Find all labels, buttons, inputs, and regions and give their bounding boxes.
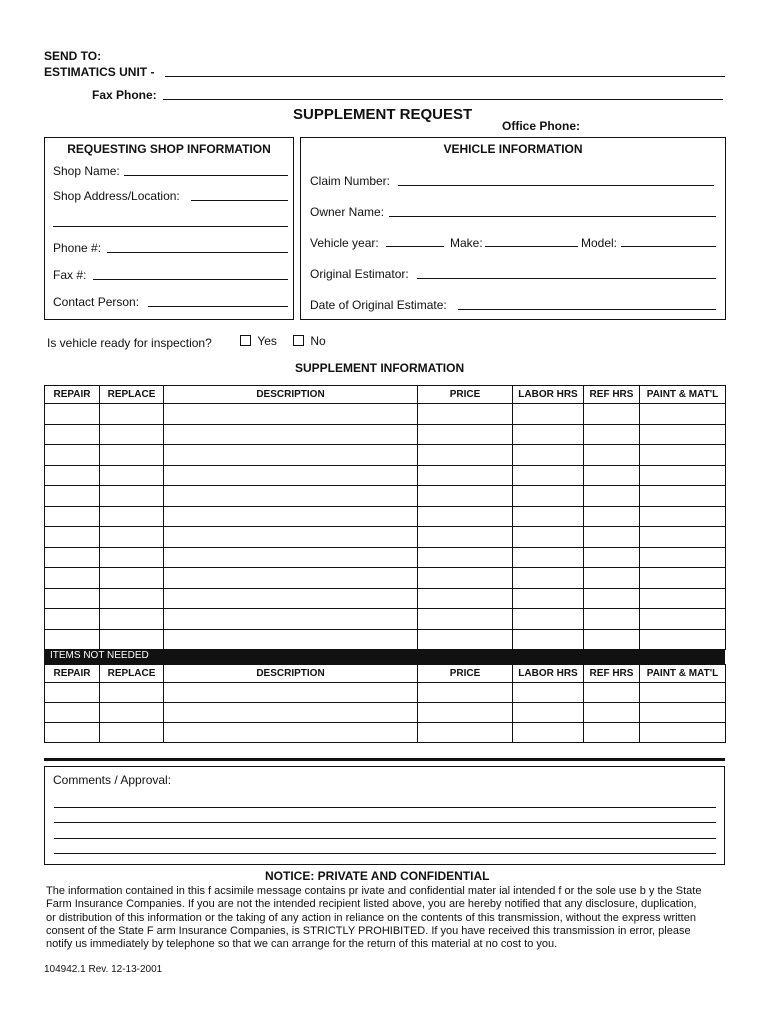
table-cell[interactable] [584,547,640,568]
column-header: DESCRIPTION [164,665,418,683]
contact-person-field[interactable] [148,306,288,307]
table-cell[interactable] [513,703,584,723]
table-cell[interactable] [100,683,164,703]
table-cell[interactable] [45,588,100,609]
table-cell[interactable] [418,404,513,425]
table-cell[interactable] [640,588,726,609]
table-cell[interactable] [640,609,726,630]
notice-line: or distribution of this information or the taking of any action in reliance on the contents of this transmission, without the express written [46,911,696,924]
phone-label: Phone #: [53,241,102,255]
fax-field[interactable] [93,279,288,280]
table-cell[interactable] [164,424,418,445]
table-cell[interactable] [100,445,164,466]
table-cell[interactable] [640,683,726,703]
fax-phone-label: Fax Phone: [92,88,157,102]
table-cell[interactable] [45,723,100,743]
table-cell[interactable] [100,609,164,630]
table-row [45,568,726,589]
table-cell[interactable] [100,486,164,507]
yes-checkbox[interactable] [240,335,251,346]
phone-field[interactable] [107,252,288,253]
table-cell[interactable] [164,703,418,723]
column-header: PAINT & MAT'L [640,665,726,683]
table-cell[interactable] [45,629,100,650]
table-cell[interactable] [100,723,164,743]
vehicle-info-box [300,137,726,320]
table-cell[interactable] [418,486,513,507]
shop-address-field[interactable] [191,200,288,201]
table-cell[interactable] [45,703,100,723]
table-cell[interactable] [164,683,418,703]
claim-number-field[interactable] [398,185,714,186]
table-cell[interactable] [584,527,640,548]
comments-line[interactable] [54,822,716,823]
table-cell[interactable] [45,547,100,568]
table-cell[interactable] [45,609,100,630]
table-cell[interactable] [584,683,640,703]
notice-heading: NOTICE: PRIVATE AND CONFIDENTIAL [265,869,490,883]
table-cell[interactable] [45,465,100,486]
yes-label: Yes [257,334,277,348]
table-cell[interactable] [418,703,513,723]
column-header: LABOR HRS [513,386,584,404]
table-cell[interactable] [164,506,418,527]
fax-phone-field[interactable] [163,99,723,100]
table-cell[interactable] [164,723,418,743]
items-not-needed-label: ITEMS NOT NEEDED [50,650,149,661]
make-label: Make: [450,236,483,250]
model-label: Model: [581,236,618,250]
table-row [45,723,726,743]
table-cell[interactable] [640,629,726,650]
table-cell[interactable] [513,547,584,568]
shop-name-label: Shop Name: [53,164,120,178]
inspection-question: Is vehicle ready for inspection? [47,336,212,350]
table-cell[interactable] [640,465,726,486]
date-original-estimate-field[interactable] [458,309,716,310]
table-cell[interactable] [164,486,418,507]
table-cell[interactable] [164,588,418,609]
comments-line[interactable] [54,853,716,854]
items-not-needed-header-row [45,665,726,683]
table-cell[interactable] [584,465,640,486]
table-cell[interactable] [513,404,584,425]
comments-line[interactable] [54,807,716,808]
inspection-no-option[interactable] [293,334,326,348]
section-divider [44,758,725,761]
notice-line: notify us immediately by telephone so that we can arrange for the return of this material at no cost to you. [46,938,558,951]
no-label: No [310,334,326,348]
column-header: LABOR HRS [513,665,584,683]
table-cell[interactable] [45,506,100,527]
vehicle-year-field[interactable] [386,246,444,247]
form-number: 104942.1 Rev. 12-13-2001 [44,964,163,975]
column-header: PRICE [418,665,513,683]
table-cell[interactable] [640,527,726,548]
original-estimator-label: Original Estimator: [310,267,409,281]
contact-person-label: Contact Person: [53,295,140,309]
table-cell[interactable] [584,506,640,527]
table-cell[interactable] [513,723,584,743]
table-row [45,609,726,630]
shop-name-field[interactable] [124,175,288,176]
column-header: PRICE [418,386,513,404]
table-cell[interactable] [164,609,418,630]
table-cell[interactable] [45,527,100,548]
inspection-yes-option[interactable] [240,334,277,348]
notice-line: The information contained in this f acsimile message contains pr ivate and confidential mater ial intended f or the sole use b y the State [46,885,702,897]
table-cell[interactable] [45,424,100,445]
table-cell[interactable] [640,568,726,589]
table-cell[interactable] [164,568,418,589]
table-cell[interactable] [418,445,513,466]
table-cell[interactable] [418,723,513,743]
date-original-estimate-label: Date of Original Estimate: [310,298,447,312]
table-cell[interactable] [513,465,584,486]
table-cell[interactable] [100,506,164,527]
send-to-label: SEND TO: [44,49,102,63]
table-cell[interactable] [584,609,640,630]
supplement-table [44,385,726,650]
table-cell[interactable] [584,424,640,445]
table-cell[interactable] [418,465,513,486]
column-header: REPAIR [45,665,100,683]
table-cell[interactable] [100,404,164,425]
table-cell[interactable] [164,445,418,466]
table-cell[interactable] [45,486,100,507]
supplement-header-row [45,386,726,404]
table-cell[interactable] [513,445,584,466]
table-cell[interactable] [418,506,513,527]
vehicle-info-heading: VEHICLE INFORMATION [443,142,583,156]
table-cell[interactable] [513,424,584,445]
table-cell[interactable] [100,568,164,589]
model-field[interactable] [621,246,716,247]
table-cell[interactable] [100,547,164,568]
table-row [45,588,726,609]
table-cell[interactable] [100,465,164,486]
make-field[interactable] [485,246,578,247]
items-not-needed-table [44,664,726,743]
table-cell[interactable] [418,588,513,609]
table-cell[interactable] [513,683,584,703]
table-row [45,424,726,445]
table-cell[interactable] [513,588,584,609]
table-cell[interactable] [584,629,640,650]
supplement-info-heading: SUPPLEMENT INFORMATION [295,361,465,375]
table-cell[interactable] [513,609,584,630]
table-cell[interactable] [100,424,164,445]
comments-line[interactable] [54,838,716,839]
fax-label: Fax #: [53,268,87,282]
table-cell[interactable] [164,547,418,568]
notice-line: consent of the State F arm Insurance Companies, is STRICTLY PROHIBITED. If you have received this transmission in error, please [46,924,691,937]
page-title: SUPPLEMENT REQUEST [293,106,473,123]
table-cell[interactable] [513,629,584,650]
table-cell[interactable] [640,547,726,568]
column-header: REF HRS [584,386,640,404]
table-cell[interactable] [584,703,640,723]
table-cell[interactable] [100,527,164,548]
column-header: DESCRIPTION [164,386,418,404]
table-cell[interactable] [100,629,164,650]
table-cell[interactable] [513,506,584,527]
table-row [45,629,726,650]
table-row [45,683,726,703]
table-row [45,465,726,486]
column-header: REF HRS [584,665,640,683]
column-header: REPLACE [100,386,164,404]
table-row [45,404,726,425]
table-cell[interactable] [513,486,584,507]
column-header: REPAIR [45,386,100,404]
table-cell[interactable] [418,424,513,445]
table-cell[interactable] [164,404,418,425]
shop-info-heading: REQUESTING SHOP INFORMATION [67,142,271,156]
table-row [45,527,726,548]
table-cell[interactable] [513,568,584,589]
notice-body [46,885,736,951]
shop-address-field-line2[interactable] [53,226,288,227]
table-cell[interactable] [640,486,726,507]
table-cell[interactable] [45,404,100,425]
table-cell[interactable] [640,404,726,425]
table-cell[interactable] [164,527,418,548]
shop-info-box [44,137,294,320]
table-cell[interactable] [418,527,513,548]
table-cell[interactable] [45,568,100,589]
owner-name-field[interactable] [389,216,716,217]
no-checkbox[interactable] [293,335,304,346]
table-cell[interactable] [640,424,726,445]
table-cell[interactable] [640,506,726,527]
table-cell[interactable] [513,527,584,548]
table-cell[interactable] [100,703,164,723]
estimatics-unit-field[interactable] [165,76,725,77]
estimatics-unit-label: ESTIMATICS UNIT - [44,65,155,79]
notice-line: Farm Insurance Companies. If you are not the intended recipient listed above, you are hereby notified that any disclosure, duplication, [46,898,697,911]
table-cell[interactable] [584,568,640,589]
claim-number-label: Claim Number: [310,174,391,188]
shop-address-label: Shop Address/Location: [53,189,180,203]
table-row [45,486,726,507]
items-not-needed-banner [44,649,725,664]
owner-name-label: Owner Name: [310,205,385,219]
table-cell[interactable] [640,703,726,723]
table-cell[interactable] [584,404,640,425]
table-row [45,547,726,568]
office-phone-label: Office Phone: [502,119,581,133]
table-row [45,703,726,723]
table-cell[interactable] [45,445,100,466]
table-cell[interactable] [418,547,513,568]
table-cell[interactable] [164,629,418,650]
comments-label: Comments / Approval: [53,773,172,787]
table-cell[interactable] [418,568,513,589]
table-cell[interactable] [418,683,513,703]
table-cell[interactable] [100,588,164,609]
comments-box [44,766,725,865]
table-cell[interactable] [640,445,726,466]
table-row [45,445,726,466]
original-estimator-field[interactable] [417,278,716,279]
column-header: REPLACE [100,665,164,683]
table-cell[interactable] [584,588,640,609]
table-row [45,506,726,527]
table-cell[interactable] [584,445,640,466]
table-cell[interactable] [584,723,640,743]
table-cell[interactable] [164,465,418,486]
table-cell[interactable] [418,629,513,650]
table-cell[interactable] [584,486,640,507]
table-cell[interactable] [418,609,513,630]
table-cell[interactable] [640,723,726,743]
vehicle-year-label: Vehicle year: [310,236,379,250]
table-cell[interactable] [45,683,100,703]
column-header: PAINT & MAT'L [640,386,726,404]
